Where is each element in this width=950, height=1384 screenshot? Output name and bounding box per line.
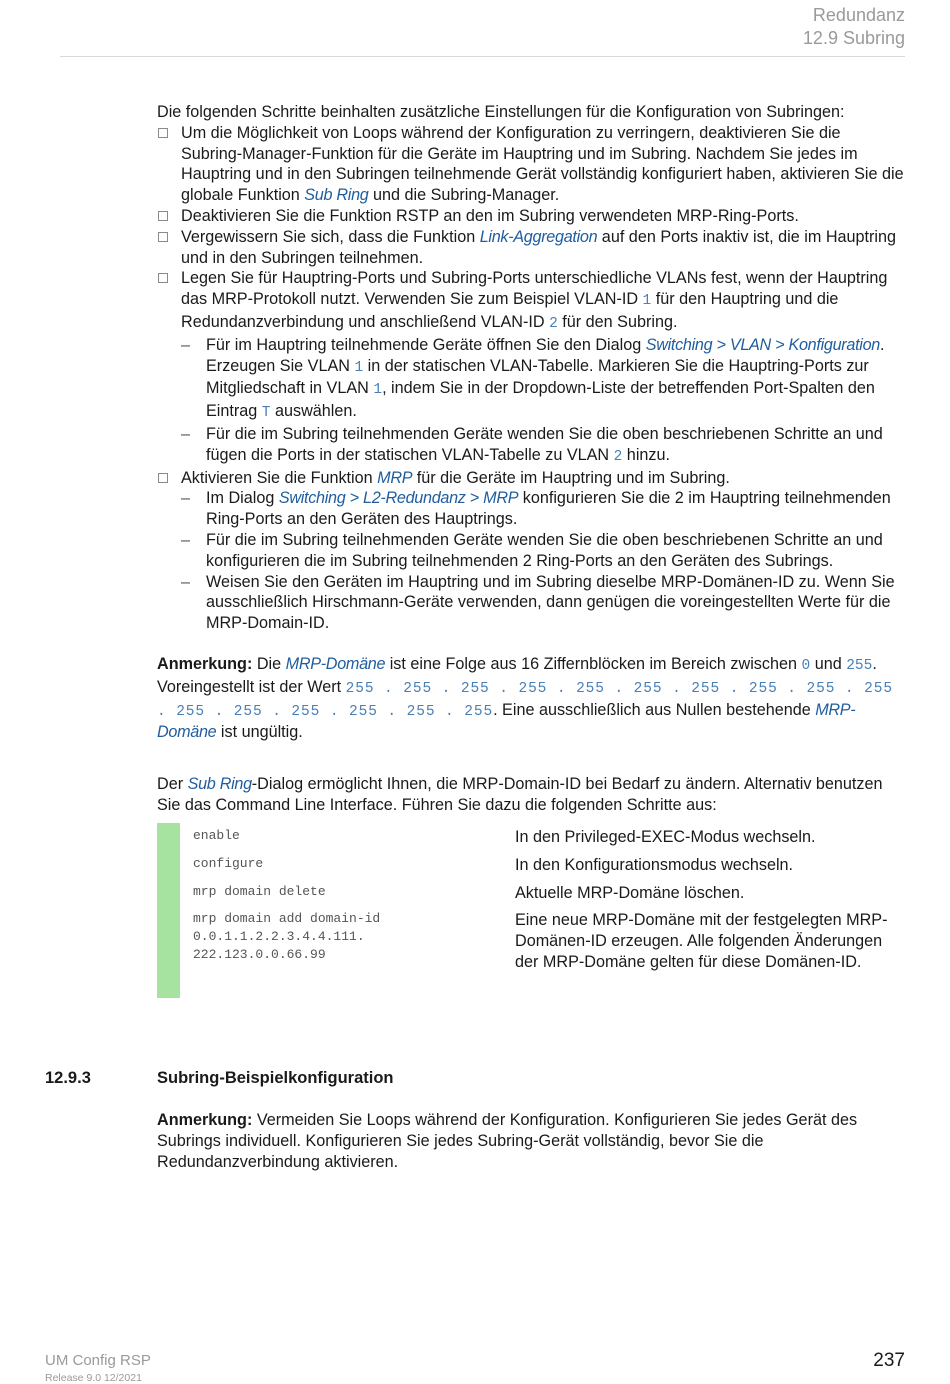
header-section: 12.9 Subring: [802, 28, 905, 48]
code-value: 1: [373, 382, 383, 399]
dash-bullet: –: [181, 530, 191, 549]
checkbox-icon: [158, 273, 168, 283]
cli-command: mrp domain add domain-id 0.0.1.1.2.2.3.4.4.111. 222.123.0.0.66.99: [193, 911, 381, 962]
sub-list-item: – Im Dialog Switching > L2-Redundanz > MRP konfigurieren Sie die 2 im Hauptring teilnehmenden Ring-Ports an den Geräten des Hauptrings.: [181, 489, 891, 529]
footer-release: Release 9.0 12/2021: [45, 1372, 142, 1384]
ui-path: Switching > VLAN > Konfiguration: [645, 335, 880, 354]
sub-list-item: – Weisen Sie den Geräten im Hauptring und im Subring dieselbe MRP-Domänen-ID zu. Wenn Sie ausschließlich Hirschmann-Geräte verwenden, dann genügen die voreingestellten Werte für die MRP-Domain-ID.: [181, 572, 895, 633]
sub-list-item: – Für im Hauptring teilnehmende Geräte öffnen Sie den Dialog Switching > VLAN > Konfiguration. Erzeugen Sie VLAN 1 in der statischen VLAN-Tabelle. Markieren Sie die Hauptring-Ports zur Mitgliedschaft in VLAN 1, indem Sie in der Dropdown-Liste der betreffenden Port-Spalten den Eintrag T auswählen.: [181, 335, 885, 422]
list-item: Deaktivieren Sie die Funktion RSTP an den im Subring verwendeten MRP-Ring-Ports.: [157, 206, 905, 227]
list-item: Vergewissern Sie sich, dass die Funktion Link-Aggregation auf den Ports inaktiv ist, die im Hauptring und in den Subringen teilnehmen.: [157, 227, 905, 269]
header-chapter: Redundanz: [812, 5, 905, 25]
list-item: Um die Möglichkeit von Loops während der Konfiguration zu verringern, deaktivieren Sie die Subring-Manager-Funktion für die Geräte im Hauptring und im Subring. Nachdem Sie jedes im Hauptring und in den Subringen teilnehmende Gerät vollständig konfiguriert haben, aktivieren Sie die globale Funktion Sub Ring und die Subring-Manager.: [157, 123, 905, 206]
ui-term: MRP: [377, 468, 413, 487]
note-paragraph: Anmerkung: Vermeiden Sie Loops während der Konfiguration. Konfigurieren Sie jedes Gerät des Subrings individuell. Konfigurieren Sie jedes Subring-Gerät vollständig, bevor Sie die Redundanzverbindung aktivieren.: [157, 1111, 858, 1171]
dash-bullet: –: [181, 572, 191, 591]
list-item: Aktivieren Sie die Funktion MRP für die Geräte im Hauptring und im Subring.: [157, 468, 905, 489]
dash-bullet: –: [181, 424, 191, 443]
ui-term: Sub Ring: [304, 186, 369, 205]
ui-term: Link-Aggregation: [479, 227, 598, 246]
footer-doc-title: UM Config RSP: [45, 1352, 151, 1369]
cli-description: In den Privileged-EXEC-Modus wechseln.: [515, 828, 816, 846]
cli-description: Aktuelle MRP-Domäne löschen.: [515, 884, 745, 902]
dash-bullet: –: [181, 489, 191, 508]
cli-command: mrp domain delete: [193, 884, 326, 899]
code-value: 2: [549, 315, 558, 332]
ui-term: MRP-Domäne: [285, 654, 386, 673]
checkbox-icon: [158, 211, 168, 221]
ui-path: Switching > L2-Redundanz > MRP: [278, 489, 519, 508]
sub-list-item: – Für die im Subring teilnehmenden Geräte wenden Sie die oben beschriebenen Schritte an und konfigurieren die im Subring teilnehmenden 2 Ring-Ports an den Geräten des Subrings.: [181, 530, 883, 570]
list-item: Legen Sie für Hauptring-Ports und Subring-Ports unterschiedliche VLANs fest, wenn der Hauptring das MRP-Protokoll nutzt. Verwenden Sie zum Beispiel VLAN-ID 1 für den Hauptring und die Redundanzverbindung und anschließend VLAN-ID 2 für den Subring.: [157, 268, 905, 334]
code-value: 255: [846, 657, 873, 674]
intro-paragraph: Die folgenden Schritte beinhalten zusätzliche Einstellungen für die Konfiguration von Subringen:: [157, 103, 845, 121]
section-title: Subring-Beispielkonfiguration: [157, 1069, 394, 1087]
note-label: Anmerkung:: [157, 654, 253, 673]
code-value: 1: [354, 359, 364, 376]
cli-description: Eine neue MRP-Domäne mit der festgelegten MRP-Domänen-ID erzeugen. Alle folgenden Änderungen der MRP-Domäne gelten für diese Domänen-ID.: [515, 911, 888, 971]
code-value: 1: [642, 293, 652, 310]
header-divider: [60, 56, 905, 57]
section-number: 12.9.3: [45, 1069, 91, 1087]
sub-list-item: – Für die im Subring teilnehmenden Geräte wenden Sie die oben beschriebenen Schritte an und fügen die Ports in der statischen VLAN-Tabelle zu VLAN 2 hinzu.: [181, 424, 883, 465]
code-value: T: [261, 405, 271, 422]
ui-term: MRP-Domäne: [157, 700, 856, 742]
note-label: Anmerkung:: [157, 1111, 253, 1129]
dash-bullet: –: [181, 335, 191, 354]
default-domain-value: 255 . 255 . 255 . 255 . 255 . 255 . 255 . 255 . 255 . 255 . 255 . 255 . 255 . 255 . 255 . 255: [157, 680, 893, 720]
checkbox-icon: [158, 128, 168, 138]
checkbox-icon: [158, 473, 168, 483]
cli-description: In den Konfigurationsmodus wechseln.: [515, 856, 794, 874]
page-header: [803, 4, 905, 50]
checkbox-icon: [158, 232, 168, 242]
cli-command: enable: [193, 828, 240, 843]
cli-command-table: [157, 823, 905, 998]
ui-term: Sub Ring: [187, 775, 252, 794]
code-value: 0: [801, 657, 811, 674]
note-paragraph: Anmerkung: Die MRP-Domäne ist eine Folge aus 16 Ziffernblöcken im Bereich zwischen 0 und 255. Voreingestellt ist der Wert 255 . 255 . 255 . 255 . 255 . 255 . 255 . 255 . 255 . 255 . 255 . 255 . 255 . 255 . 255 . 255. Eine ausschließlich aus Nullen bestehende MRP-Domäne ist ungültig.: [157, 654, 893, 742]
page-number: 237: [873, 1350, 905, 1371]
body-content: [157, 102, 905, 816]
code-value: 2: [613, 448, 623, 465]
cli-intro-paragraph: Der Sub Ring-Dialog ermöglicht Ihnen, die MRP-Domain-ID bei Bedarf zu ändern. Alternativ benutzen Sie das Command Line Interface. Führen Sie dazu die folgenden Schritte aus:: [157, 775, 883, 814]
cli-sidebar-bar: [157, 823, 180, 998]
cli-command: configure: [193, 856, 264, 871]
